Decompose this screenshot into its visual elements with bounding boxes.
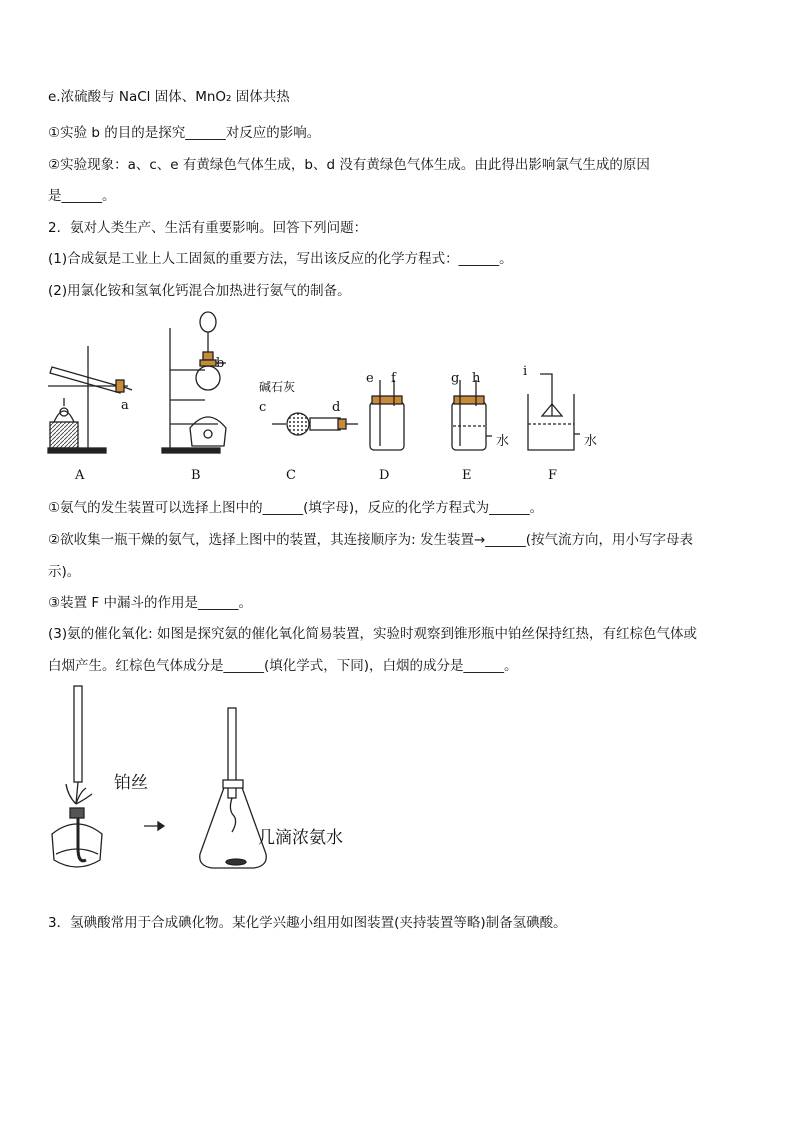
text-line: ②实验现象：a、c、e 有黄绿色气体生成，b、d 没有黄绿色气体生成。由此得出影响氯气生成的原因 [48, 157, 650, 173]
caption-d: D [379, 468, 390, 483]
label-b: b [216, 356, 225, 371]
apparatus-f [528, 374, 580, 450]
text-line: 示)。 [48, 564, 81, 580]
caption-b: B [191, 468, 201, 483]
label-g: g [451, 371, 460, 386]
label-f: f [391, 371, 396, 386]
apparatus-a [48, 346, 132, 453]
label-d: d [332, 400, 341, 415]
question-heading: 2．氨对人类生产、生活有重要影响。回答下列问题： [48, 220, 368, 236]
apparatus-b [162, 312, 226, 453]
caption-c: C [286, 468, 296, 483]
erlenmeyer-flask [200, 708, 267, 868]
label-platinum: 铂丝 [114, 773, 148, 793]
text-line: (3)氨的催化氧化: 如图是探究氨的催化氧化简易装置，实验时观察到锥形瓶中铂丝保持红热，有红棕色气体或 [48, 626, 697, 642]
apparatus-e [452, 380, 492, 450]
text-line: 是______。 [48, 188, 116, 204]
text-line: ②欲收集一瓶干燥的氨气，选择上图中的装置，其连接顺序为: 发生装置→______(按气流方向，用小写字母表 [48, 532, 694, 548]
caption-e: E [462, 468, 472, 483]
caption-f: F [548, 468, 558, 483]
alcohol-lamp-with-wire [52, 686, 102, 867]
label-a: a [121, 398, 129, 413]
text-line: ①氨气的发生装置可以选择上图中的______(填字母)，反应的化学方程式为______。 [48, 500, 544, 516]
text-line: ①实验 b 的目的是探究______对反应的影响。 [48, 125, 321, 141]
caption-a: A [75, 468, 85, 483]
oxidation-figure [40, 684, 380, 884]
label-c: c [259, 400, 267, 415]
text-line: 白烟产生。红棕色气体成分是______(填化学式，下同)，白烟的成分是______。 [48, 658, 518, 674]
apparatus-d [370, 380, 404, 450]
text-line: e.浓硫酸与 NaCl 固体、MnO₂ 固体共热 [48, 89, 290, 105]
label-ammonia: 几滴浓氨水 [258, 828, 343, 848]
label-soda-lime: 碱石灰 [259, 380, 296, 394]
label-i: i [523, 364, 528, 379]
arrow-icon [144, 822, 164, 830]
text-line: (2)用氯化铵和氢氧化钙混合加热进行氨气的制备。 [48, 283, 351, 299]
label-water-e: 水 [496, 434, 510, 449]
label-h: h [472, 371, 481, 386]
apparatus-c [272, 413, 358, 435]
text-line: (1)合成氨是工业上人工固氮的重要方法，写出该反应的化学方程式：______。 [48, 251, 513, 267]
label-e: e [366, 371, 374, 386]
question-heading: 3．氢碘酸常用于合成碘化物。某化学兴趣小组用如图装置(夹持装置等略)制备氢碘酸。 [48, 915, 567, 931]
text-line: ③装置 F 中漏斗的作用是______。 [48, 595, 252, 611]
label-water-f: 水 [584, 434, 598, 449]
